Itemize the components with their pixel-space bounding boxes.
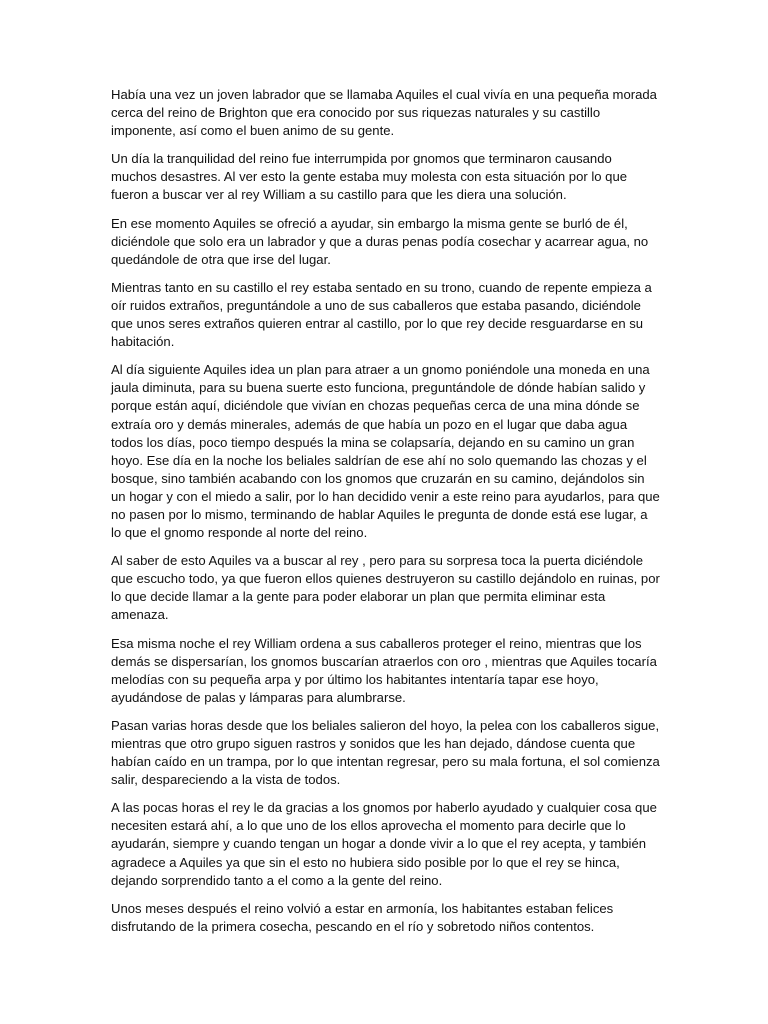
paragraph-2: Un día la tranquilidad del reino fue interrumpida por gnomos que terminaron causando muchos desastres. Al ver esto la gente estaba muy molesta con esta situación por lo que fueron a buscar ver al rey William a su castillo para que les diera una solución. xyxy=(111,151,628,203)
paragraph-6: Al saber de esto Aquiles va a buscar al rey , pero para su sorpresa toca la puerta diciéndole que escucho todo, ya que fueron ellos quienes destruyeron su castillo dejándolo en ruinas, por lo que decide llamar a la gente para poder elaborar un plan que permita eliminar esta amenaza. xyxy=(111,553,660,623)
paragraph-8: Pasan varias horas desde que los beliales salieron del hoyo, la pelea con los caballeros sigue, mientras que otro grupo siguen rastros y sonidos que les han dejado, dándose cuenta que habían caído en un trampa, por lo que intentan regresar, pero su mala fortuna, el sol comienza salir, despareciendo a la vista de todos. xyxy=(111,717,660,788)
paragraph-10: Unos meses después el reino volvió a estar en armonía, los habitantes estaban felices disfrutando de la primera cosecha, pescando en el río y sobretodo niños contentos. xyxy=(111,900,614,934)
paragraph-5: Al día siguiente Aquiles idea un plan para atraer a un gnomo poniéndole una moneda en una jaula diminuta, para su buena suerte esto funciona, preguntándole de dónde habían salido y porque están aquí, diciéndole que vivían en chozas pequeñas cerca de una mina dónde se extraía oro y demás minerales, además de que había un pozo en el lugar que daba agua todos los días, poco tiempo después la mina se colapsaría, dejando en su camino un gran hoyo. Ese día en la noche los beliales saldrían de ese ahí no solo quemando las chozas y el bosque, sino también acabando con los gnomos que cruzarán en su camino, dejándolos sin un hogar y con el miedo a salir, por lo han decidido venir a este reino para ayudarlos, para que no pasen por lo mismo, terminando de hablar Aquiles le pregunta de donde está ese lugar, a lo que el gnomo responde al norte del reino. xyxy=(111,362,660,541)
document-page xyxy=(111,86,661,946)
paragraph-7: Esa misma noche el rey William ordena a sus caballeros proteger el reino, mientras que los demás se dispersarían, los gnomos buscarían atraerlos con oro , mientras que Aquiles tocaría melodías con su pequeña arpa y por último los habitantes intentaría tapar ese hoyo, ayudándose de palas y lámparas para alumbrarse. xyxy=(111,635,657,705)
paragraph-4: Mientras tanto en su castillo el rey estaba sentado en su trono, cuando de repente empieza a oír ruidos extraños, preguntándole a uno de sus caballeros que estaba pasando, diciéndole que unos seres extraños quieren entrar al castillo, por lo que rey decide resguardarse en su habitación. xyxy=(111,279,652,350)
paragraph-3: En ese momento Aquiles se ofreció a ayudar, sin embargo la misma gente se burló de él, diciéndole que solo era un labrador y que a duras penas podía cosechar y acarrear agua, no quedándole de otra que irse del lugar. xyxy=(111,215,649,267)
paragraph-9: A las pocas horas el rey le da gracias a los gnomos por haberlo ayudado y cualquier cosa que necesiten estará ahí, a lo que uno de los ellos aprovecha el momento para decirle que lo ayudarán, siempre y cuando tengan un hogar a donde vivir a lo que el rey acepta, y también agradece a Aquiles ya que sin el esto no hubiera sido posible por lo que el rey se hinca, dejando sorprendido tanto a el como a la gente del reino. xyxy=(111,800,657,888)
paragraph-1: Había una vez un joven labrador que se llamaba Aquiles el cual vivía en una pequeña morada cerca del reino de Brighton que era conocido por sus riquezas naturales y su castillo imponente, así como el buen animo de su gente. xyxy=(111,87,657,139)
